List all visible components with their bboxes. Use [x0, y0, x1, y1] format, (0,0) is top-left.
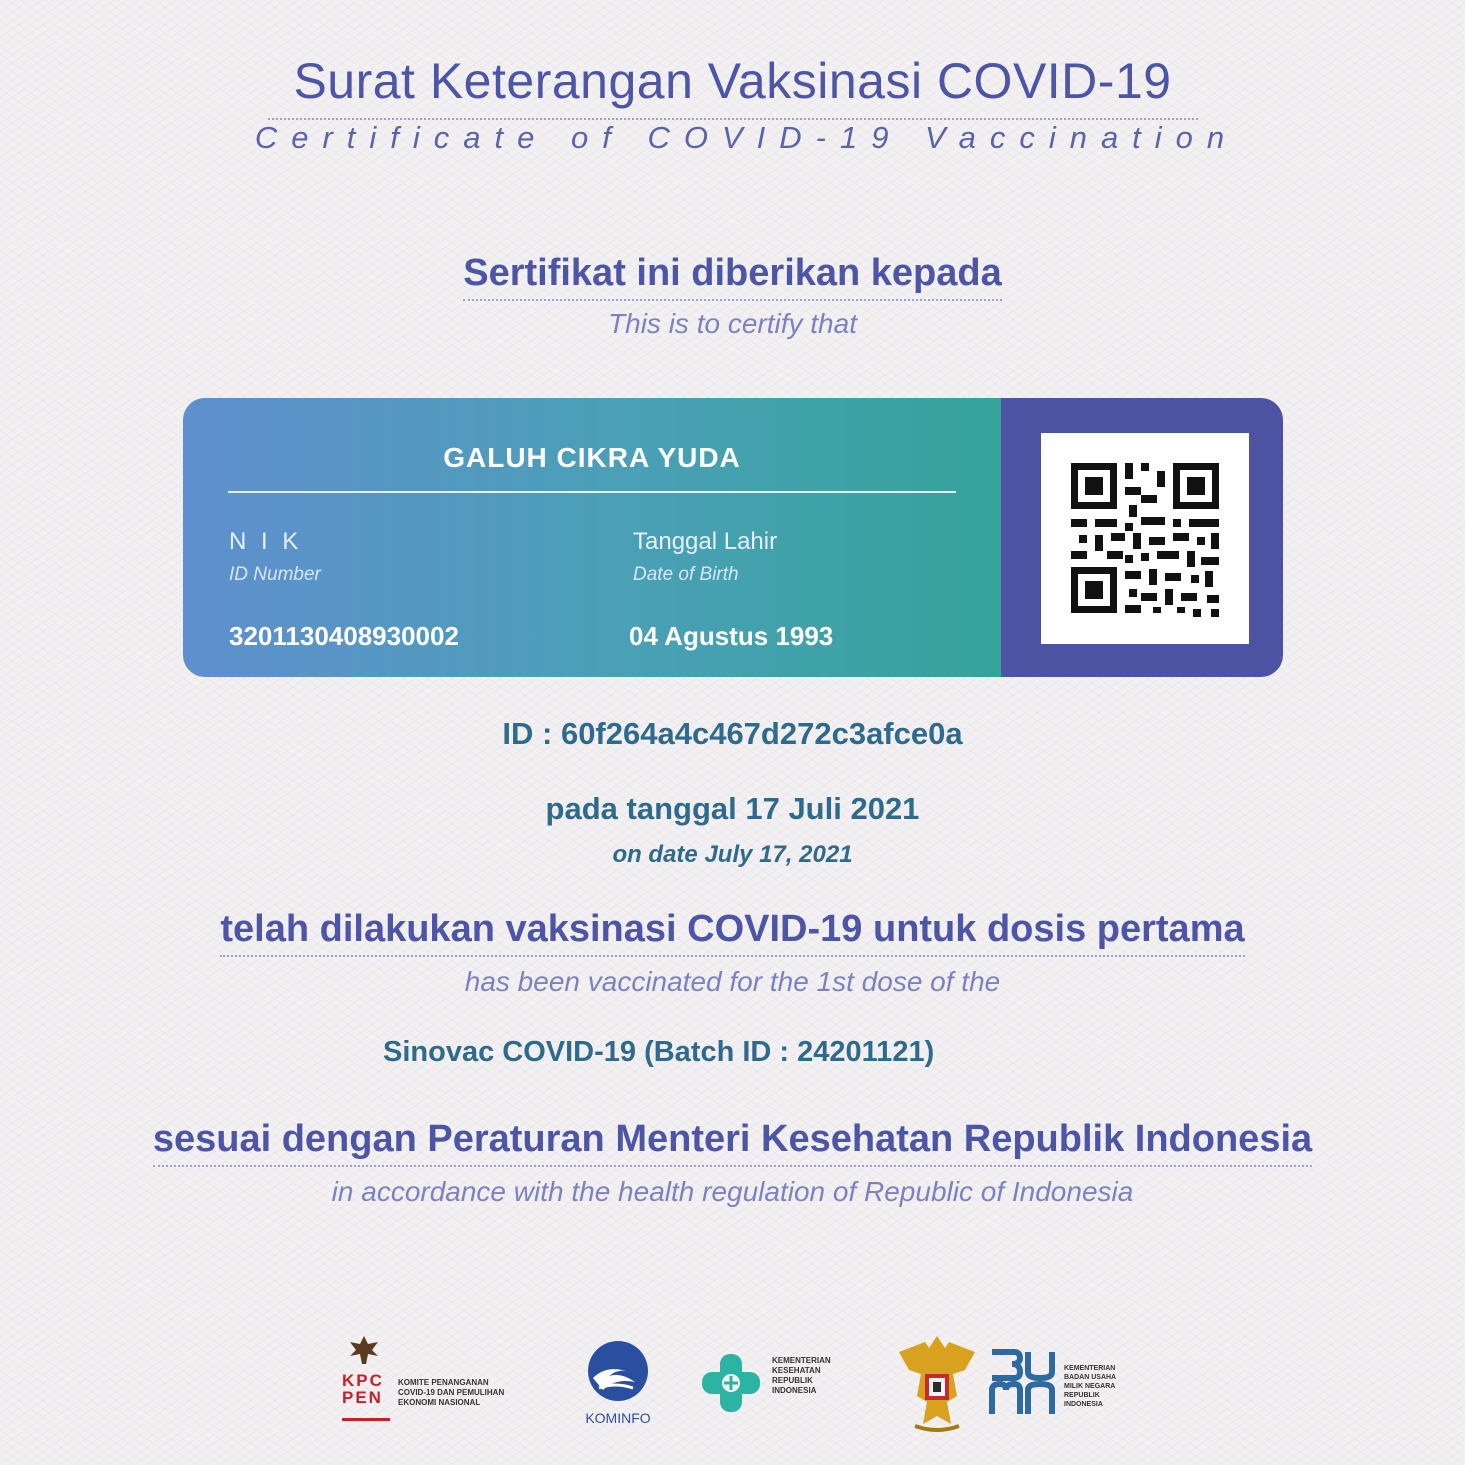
regulation-subheading: in accordance with the health regulation of Republic of Indonesia	[331, 1176, 1134, 1207]
garuda-small-icon	[344, 1334, 384, 1368]
kpcpen-mark: KPC PEN	[342, 1371, 384, 1407]
kominfo-label: KOMINFO	[585, 1410, 651, 1426]
dob-label: Tanggal Lahir	[633, 528, 778, 555]
identity-panel	[183, 398, 1001, 677]
garuda-pancasila-logo	[895, 1330, 979, 1434]
kemenkes-logo	[698, 1344, 868, 1434]
bumn-logo	[988, 1346, 1128, 1436]
kominfo-emblem-icon	[585, 1338, 651, 1404]
nik-value: 3201130408930002	[229, 621, 459, 651]
certificate-title: Surat Keterangan Vaksinasi COVID-19	[293, 53, 1172, 109]
certify-heading: Sertifikat ini diberikan kepada	[463, 252, 1002, 301]
holder-name: GALUH CIKRA YUDA	[443, 442, 741, 473]
nik-label: N I K	[229, 528, 303, 555]
vaccination-date: pada tanggal 17 Juli 2021	[545, 791, 920, 826]
certify-heading-wrap	[0, 252, 1465, 301]
qr-code-icon	[1041, 433, 1249, 644]
regulation-heading-wrap	[0, 1118, 1465, 1167]
qr-panel	[1001, 398, 1283, 677]
bumn-wordmark-icon	[988, 1346, 1056, 1418]
regulation-heading: sesuai dengan Peraturan Menteri Kesehatan Republik Indonesia	[153, 1118, 1312, 1167]
certificate-id: ID : 60f264a4c467d272c3afce0a	[502, 716, 963, 751]
vaccine-name: Sinovac COVID-19 (Batch ID : 24201121)	[383, 1036, 935, 1068]
vaccination-date-en: on date July 17, 2021	[612, 841, 853, 868]
nik-sublabel: ID Number	[229, 564, 321, 585]
kpcpen-underline	[342, 1410, 390, 1421]
kemenkes-text: KEMENTERIAN KESEHATAN REPUBLIK INDONESIA	[772, 1356, 831, 1395]
vaccination-heading: telah dilakukan vaksinasi COVID-19 untuk dosis pertama	[220, 908, 1244, 957]
kemenkes-emblem-icon	[698, 1350, 764, 1416]
vaccination-subheading: has been vaccinated for the 1st dose of the	[464, 966, 1001, 997]
footer-logos	[0, 1330, 1465, 1440]
kpcpen-logo	[342, 1334, 542, 1434]
identity-card	[183, 398, 1283, 677]
vaccination-heading-wrap	[0, 908, 1465, 957]
kominfo-logo	[575, 1338, 665, 1438]
garuda-icon	[895, 1330, 979, 1434]
certificate-subtitle: Certificate of COVID-19 Vaccination	[254, 120, 1239, 155]
qr-code[interactable]	[1041, 433, 1249, 644]
name-divider	[228, 491, 956, 493]
certify-subheading: This is to certify that	[608, 308, 857, 339]
kpcpen-text: KOMITE PENANGANAN COVID-19 DAN PEMULIHAN EKONOMI NASIONAL	[398, 1378, 505, 1407]
dob-value: 04 Agustus 1993	[629, 621, 834, 651]
dob-sublabel: Date of Birth	[633, 564, 739, 585]
bumn-mark	[988, 1346, 1056, 1423]
bumn-text: KEMENTERIAN BADAN USAHA MILIK NEGARA REPUBLIK INDONESIA	[1064, 1365, 1117, 1408]
